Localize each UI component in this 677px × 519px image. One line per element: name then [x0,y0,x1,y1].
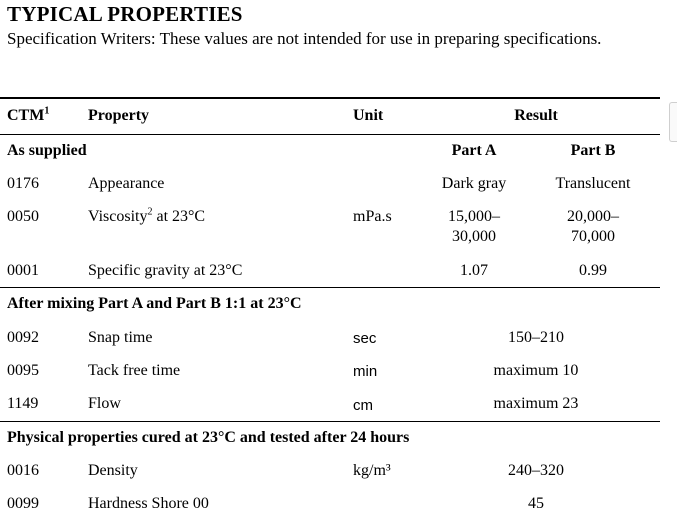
property-name: Density [88,462,138,479]
property-name: Tack free time [88,362,181,379]
result-value: maximum 10 [493,362,579,379]
result-value: 150–210 [508,329,564,346]
unit-value: mPa.s [353,208,392,225]
result-value: 240–320 [508,462,564,479]
unit-value: sec [353,330,377,347]
page-subtitle: Specification Writers: These values are not intended for use in preparing specifications. [7,29,602,48]
header-result: Result [514,107,558,124]
ctm-code: 0001 [7,262,39,279]
ctm-code: 0176 [7,175,39,192]
ctm-footnote-marker: 1 [44,105,50,117]
table-top-border [0,97,660,99]
page-title: TYPICAL PROPERTIES [7,2,243,26]
header-divider [0,134,660,135]
property-name: Viscosity$^2$ at 23°C [88,206,206,225]
unit-value: cm [353,397,373,414]
result-value: 45 [528,495,544,512]
property-name: Snap time [88,329,153,346]
part-b-value-line1: 20,000– [567,208,619,225]
ctm-code: 0092 [7,329,39,346]
property-name: Specific gravity at 23°C [88,262,243,279]
scrollbar-handle[interactable] [669,102,677,142]
ctm-code: 0050 [7,208,39,225]
part-a-label: Part A [451,142,497,159]
ctm-code: 0016 [7,462,39,479]
property-name: Flow [88,395,121,412]
unit-value: min [353,363,378,380]
section-divider [0,287,660,288]
ctm-code: 1149 [7,395,39,412]
part-a-value-line2: 30,000 [452,228,496,245]
part-a-value: Dark gray [441,175,507,192]
result-value: maximum 23 [493,395,579,412]
viscosity-footnote-marker: 2 [147,206,153,218]
part-a-value: 1.07 [460,262,488,279]
ctm-code: 0099 [7,495,39,512]
property-name: Hardness Shore 00 [88,495,209,512]
ctm-code: 0095 [7,362,39,379]
property-name: Appearance [88,175,165,192]
header-ctm: CTM$^1$ [7,105,50,124]
section-divider [0,421,660,422]
section-title-physical-properties: Physical properties cured at 23°C and tested after 24 hours [7,429,410,446]
unit-value: kg/m³ [353,462,391,479]
part-b-value-line2: 70,000 [571,228,615,245]
part-a-value-line1: 15,000– [448,208,500,225]
part-b-value: 0.99 [579,262,607,279]
header-property: Property [88,107,150,124]
section-title-as-supplied: As supplied [7,142,87,159]
part-b-value: Translucent [555,175,631,192]
header-unit: Unit [353,107,384,124]
section-title-after-mixing: After mixing Part A and Part B 1:1 at 23°C [7,295,302,312]
part-b-label: Part B [570,142,616,159]
